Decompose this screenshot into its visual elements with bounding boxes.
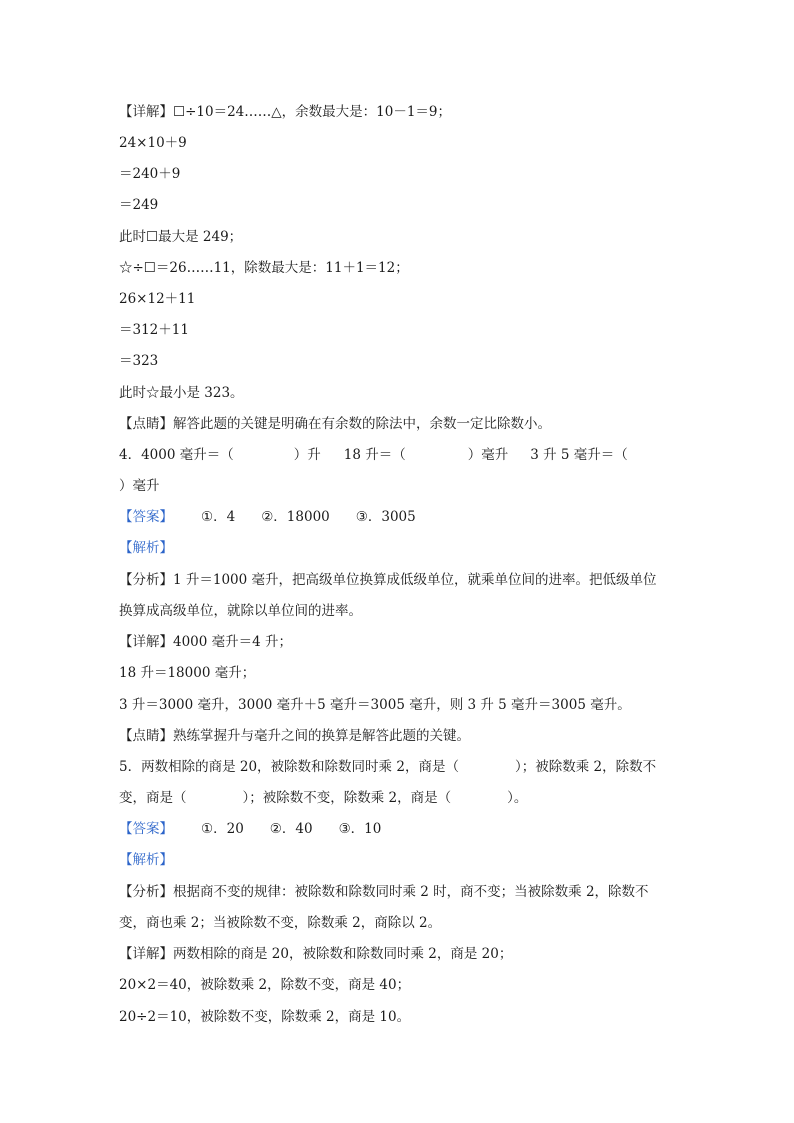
analysis-label: 【解析】 (119, 540, 173, 556)
question-5 (119, 757, 656, 777)
answer-item-1: ①．4 (201, 509, 236, 525)
detail-line: 20×2＝40，被除数乘 2，除数不变，商是 40； (119, 977, 411, 993)
calc-line: 24×10＋9 (119, 135, 187, 151)
analysis-line: 【分析】1 升＝1000 毫升，把高级单位换算成低级单位，就乘单位间的进率。把低级单位 (119, 572, 657, 588)
remark-line: 【点睛】解答此题的关键是明确在有余数的除法中，余数一定比除数小。 (119, 416, 551, 432)
calc-line: ＝249 (119, 197, 159, 213)
question-4-continued: ）毫升 (119, 478, 160, 494)
calc-line: 26×12＋11 (119, 291, 196, 307)
calc-line: ＝312＋11 (119, 322, 189, 338)
analysis-line: 变，商也乘 2；当被除数不变，除数乘 2，商除以 2。 (119, 915, 442, 931)
answer-line-4 (119, 507, 416, 527)
conclusion-line: 此时☆最小是 323。 (119, 385, 244, 401)
answer-item-3: ③．10 (338, 821, 382, 837)
analysis-line: 换算成高级单位，就除以单位间的进率。 (119, 603, 362, 619)
question-5-part-a: 5．两数相除的商是 20，被除数和除数同时乘 2，商是（ (119, 759, 459, 775)
detail-line-2: ☆÷☐＝26……11，除数最大是：11＋1＝12； (119, 260, 409, 276)
question-5-continued (119, 788, 527, 808)
answer-label: 【答案】 (119, 509, 173, 525)
detail-line: 3 升＝3000 毫升，3000 毫升＋5 毫升＝3005 毫升，则 3 升 5 毫升＝3005 毫升。 (119, 697, 631, 713)
calc-line: ＝323 (119, 353, 159, 369)
question-4-part-c: 18 升＝（ (343, 447, 406, 463)
question-5-part-b: ）；被除数乘 2，除数不 (514, 759, 657, 775)
answer-line-5 (119, 819, 381, 839)
answer-label: 【答案】 (119, 821, 173, 837)
question-4-part-a: 4．4000 毫升＝（ (119, 447, 234, 463)
analysis-line: 【分析】根据商不变的规律：被除数和除数同时乘 2 时，商不变；当被除数乘 2，除数不 (119, 884, 649, 900)
calc-line: ＝240＋9 (119, 166, 181, 182)
question-5-part-e: ）。 (507, 790, 528, 806)
answer-item-2: ②．18000 (261, 509, 330, 525)
question-5-part-d: ）；被除数不变，除数乘 2，商是（ (242, 790, 452, 806)
answer-item-1: ①．20 (201, 821, 244, 837)
conclusion-line: 此时☐最大是 249； (119, 229, 243, 245)
question-4-part-d: ）毫升 (467, 447, 509, 463)
answer-item-3: ③．3005 (355, 509, 416, 525)
answer-item-2: ②．40 (269, 821, 313, 837)
question-5-part-c: 变，商是（ (119, 790, 187, 806)
detail-line: 【详解】4000 毫升＝4 升； (119, 634, 293, 650)
remark-line: 【点睛】熟练掌握升与毫升之间的换算是解答此题的关键。 (119, 728, 470, 744)
detail-line-1: 【详解】☐÷10＝24……△，余数最大是：10－1＝9； (119, 104, 452, 120)
question-4-part-b: ）升 (293, 447, 321, 463)
question-4 (119, 445, 628, 465)
detail-line: 18 升＝18000 毫升； (119, 665, 256, 681)
analysis-label: 【解析】 (119, 852, 173, 868)
detail-line: 【详解】两数相除的商是 20，被除数和除数同时乘 2，商是 20； (119, 946, 513, 962)
detail-line: 20÷2＝10，被除数不变，除数乘 2，商是 10。 (119, 1009, 411, 1025)
question-4-part-e: 3 升 5 毫升＝（ (530, 447, 628, 463)
